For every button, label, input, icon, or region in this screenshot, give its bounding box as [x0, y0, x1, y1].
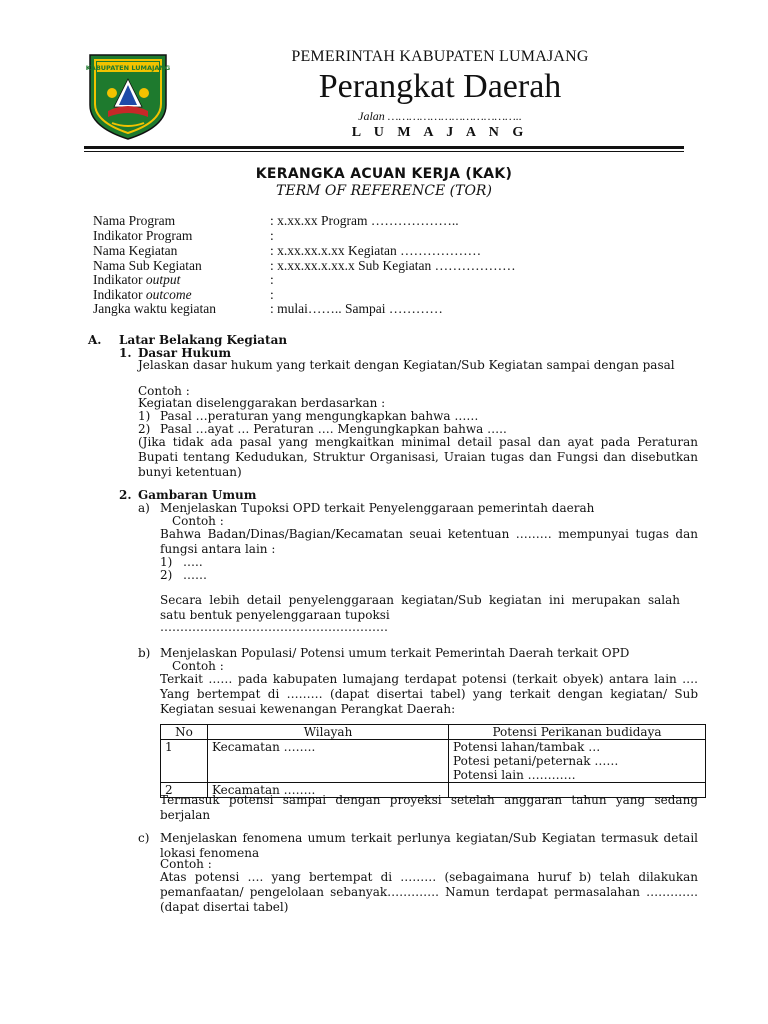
sub2-marker: 2. — [119, 488, 132, 502]
field-label-indikator-outcome — [93, 287, 192, 302]
table-cell-wilayah: Kecamatan …….. — [208, 783, 449, 798]
field-label-nama-program: Nama Program — [93, 213, 176, 228]
table-cell-potensi — [449, 740, 706, 783]
potensi-line: Potensi lain ………… — [453, 768, 576, 782]
field-value-indikator-program: : — [270, 228, 274, 243]
table-cell-no: 1 — [161, 740, 208, 783]
point-b-paragraph: Terkait …… pada kabupaten lumajang terdapat potensi (terkait obyek) antara lain …. Yang bertempat di ……… (dapat disertai tabel) yang terkait dengan kegiatan/ Sub Kegiatan sesuai kewenangan Perangkat Daerah: — [160, 672, 698, 716]
logo-lettering: KABUPATEN LUMAJANG — [85, 64, 171, 72]
table-cell-wilayah: Kecamatan …….. — [208, 740, 449, 783]
letterhead-rule-thick — [84, 146, 684, 149]
sub1-heading: Dasar Hukum — [138, 346, 232, 360]
field-label-jangka-waktu: Jangka waktu kegiatan — [93, 301, 216, 316]
table-row — [161, 740, 706, 783]
table-header-row — [161, 725, 706, 740]
field-label-nama-kegiatan: Nama Kegiatan — [93, 243, 178, 258]
section-a-marker: A. — [88, 333, 102, 347]
table-header-wilayah: Wilayah — [208, 725, 449, 740]
field-label-indikator-output — [93, 272, 180, 287]
potensi-line: Potesi petani/peternak …… — [453, 754, 619, 768]
sub1-intro: Kegiatan diselenggarakan berdasarkan : — [138, 396, 386, 410]
field-value-nama-sub-kegiatan: : x.xx.xx.x.xx.x Sub Kegiatan ……………… — [270, 258, 516, 273]
field-label-indikator-outcome-plain: Indikator — [93, 287, 146, 302]
sub1-item-text: Pasal …peraturan yang mengungkapkan bahwa …… — [160, 409, 479, 423]
field-value-indikator-output: : — [270, 272, 274, 287]
point-c-lead: Menjelaskan fenomena umum terkait perlunya kegiatan/Sub Kegiatan termasuk detail lokasi fenomena — [160, 831, 698, 860]
government-name: PEMERINTAH KABUPATEN LUMAJANG — [291, 48, 589, 65]
point-c-paragraph: Atas potensi …. yang bertempat di ……… (sebagaimana huruf b) telah dilakukan pemanfaatan/ pengelolaan sebanyak…………. Namun terdapat permasalahan …………. (dapat disertai tabel) — [160, 870, 698, 914]
point-a-item-text: ….. — [183, 555, 203, 569]
sub1-item-num: 1) — [138, 409, 151, 423]
sub2-heading: Gambaran Umum — [138, 488, 257, 502]
point-a-item-text: …… — [183, 568, 207, 582]
point-a-item-num: 1) — [160, 555, 173, 569]
point-b-after-table: Termasuk potensi sampai dengan proyeksi setelah anggaran tahun yang sedang berjalan — [160, 793, 698, 822]
field-label-indikator-program: Indikator Program — [93, 228, 193, 243]
point-c-contoh: Contoh : — [160, 857, 212, 871]
sub1-paragraph: Jelaskan dasar hukum yang terkait dengan Kegiatan/Sub Kegiatan sampai dengan pasal — [138, 358, 675, 372]
sub1-contoh: Contoh : — [138, 384, 190, 398]
field-value-jangka-waktu: : mulai…….. Sampai ………… — [270, 301, 443, 316]
table-header-potensi: Potensi Perikanan budidaya — [449, 725, 706, 740]
letterhead-rule-thin — [84, 151, 684, 152]
point-b-lead: Menjelaskan Populasi/ Potensi umum terkait Pemerintah Daerah terkait OPD — [160, 646, 630, 660]
table-cell-no: 2 — [161, 783, 208, 798]
document-title: KERANGKA ACUAN KERJA (KAK) — [255, 166, 513, 182]
point-a-marker: a) — [138, 501, 150, 515]
kabupaten-lumajang-logo — [82, 49, 174, 141]
field-value-nama-program: : x.xx.xx Program ……………….. — [270, 213, 459, 228]
point-a-paragraph-2: Secara lebih detail penyelenggaraan kegiatan/Sub kegiatan ini merupakan salah satu bentuk penyelenggaraan tupoksi — [160, 593, 680, 622]
point-c-marker: c) — [138, 831, 150, 845]
sub1-item-num: 2) — [138, 422, 151, 436]
section-a-heading: Latar Belakang Kegiatan — [119, 333, 288, 347]
point-b-marker: b) — [138, 646, 151, 660]
document-subtitle: TERM OF REFERENCE (TOR) — [276, 183, 492, 199]
point-a-contoh: Contoh : — [172, 514, 224, 528]
field-label-indikator-output-italic: output — [145, 272, 181, 287]
table-header-no: No — [161, 725, 208, 740]
agency-city: L U M A J A N G — [351, 125, 529, 140]
field-label-indikator-outcome-italic: outcome — [145, 287, 192, 302]
field-value-indikator-outcome: : — [270, 287, 274, 302]
agency-address: Jalan ……………………………….. — [358, 109, 522, 123]
potensi-table — [160, 724, 706, 798]
field-label-nama-sub-kegiatan: Nama Sub Kegiatan — [93, 258, 202, 273]
agency-title: Perangkat Daerah — [318, 68, 562, 105]
point-a-dots: ………………………………………………… — [160, 620, 388, 634]
sub1-marker: 1. — [119, 346, 132, 360]
point-a-item-num: 2) — [160, 568, 173, 582]
point-a-paragraph: Bahwa Badan/Dinas/Bagian/Kecamatan seuai ketentuan ……… mempunyai tugas dan fungsi antara lain : — [160, 527, 698, 556]
sub1-note: (Jika tidak ada pasal yang mengkaitkan minimal detail pasal dan ayat pada Peraturan Bupati tentang Kedudukan, Struktur Organisasi, Uraian tugas dan Fungsi dan disebutkan bunyi ketentuan) — [138, 435, 698, 479]
field-value-nama-kegiatan: : x.xx.xx.x.xx Kegiatan ……………… — [270, 243, 482, 258]
point-b-contoh: Contoh : — [172, 659, 224, 673]
potensi-line: Potensi lahan/tambak … — [453, 740, 601, 754]
sub1-item-text: Pasal …ayat … Peraturan …. Mengungkapkan bahwa ….. — [160, 422, 507, 436]
point-a-lead: Menjelaskan Tupoksi OPD terkait Penyelenggaraan pemerintah daerah — [160, 501, 595, 515]
field-label-indikator-output-plain: Indikator — [93, 272, 146, 287]
